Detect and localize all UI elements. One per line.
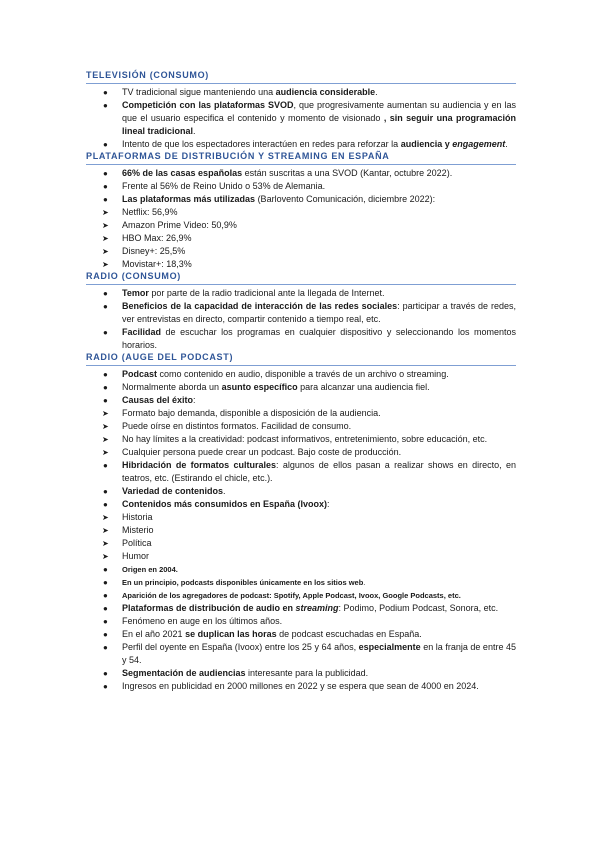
bullet-list-item (86, 381, 516, 394)
bullet-icon: ● (103, 461, 108, 470)
arrow-icon: ➤ (102, 234, 109, 243)
bullet-icon: ● (103, 289, 108, 298)
text-run: Humor (122, 551, 150, 561)
text-run: : participar a través de redes, ver entrevistas en directo, compartir contenido a tiempo real, etc. (122, 301, 516, 324)
arrow-icon: ➤ (102, 448, 109, 457)
text-run: Hibridación de formatos culturales (122, 460, 277, 470)
arrow-list-item (86, 511, 516, 524)
arrow-icon: ➤ (102, 221, 109, 230)
text-run: se duplican las horas (185, 629, 277, 639)
text-run: Misterio (122, 525, 154, 535)
text-run: Amazon Prime Video: 50,9% (122, 220, 237, 230)
bullet-list-item (86, 287, 516, 300)
text-run: Causas del éxito (122, 395, 194, 405)
bullet-list-item (86, 641, 516, 667)
bullet-list-item (86, 193, 516, 206)
bullet-list-item (86, 602, 516, 615)
text-run: especialmente (358, 642, 421, 652)
bullet-list-item (86, 459, 516, 485)
section-list (86, 167, 516, 271)
text-run: HBO Max: 26,9% (122, 233, 192, 243)
text-run: Formato bajo demanda, disponible a disposición de la audiencia. (122, 408, 381, 418)
bullet-icon: ● (103, 140, 108, 149)
text-run: Historia (122, 512, 153, 522)
bullet-list-item (86, 667, 516, 680)
bullet-list-item (86, 680, 516, 693)
text-run: streaming (295, 603, 339, 613)
bullet-icon: ● (103, 101, 108, 110)
bullet-icon: ● (103, 169, 108, 178)
text-run: por parte de la radio tradicional ante la llegada de Internet. (148, 288, 385, 298)
text-run: audiencia y (400, 139, 453, 149)
text-run: Temor (122, 288, 149, 298)
bullet-list-item (86, 86, 516, 99)
text-run: de escuchar los programas en cualquier dispositivo y seleccionando los momentos horarios. (122, 327, 516, 350)
arrow-list-item (86, 537, 516, 550)
arrow-icon: ➤ (102, 552, 109, 561)
text-run: de podcast escuchadas en España. (276, 629, 422, 639)
text-run: Las plataformas más utilizadas (122, 194, 256, 204)
text-run: Competición con las plataformas SVOD (122, 100, 294, 110)
text-run: , sin seguir una programación lineal tradicional (122, 113, 517, 136)
text-run: están suscritas a una SVOD (Kantar, octubre 2022). (242, 168, 453, 178)
text-run: Netflix: 56,9% (122, 207, 178, 217)
text-run: Aparición de los agregadores de podcast: Spotify, Apple Podcast, Ivoox, Google Podcasts, etc. (122, 591, 461, 600)
text-run: Facilidad (122, 327, 162, 337)
text-run: 66% de las casas españolas (122, 168, 243, 178)
arrow-list-item (86, 420, 516, 433)
bullet-list-item (86, 180, 516, 193)
text-run: : algunos de ellos pasan a realizar shows en directo, en teatros, etc. (Estirando el chicle, etc.). (122, 460, 516, 483)
bullet-list-item (86, 589, 516, 602)
arrow-list-item (86, 219, 516, 232)
text-run: Segmentación de audiencias (122, 668, 246, 678)
text-run: Puede oírse en distintos formatos. Facilidad de consumo. (122, 421, 352, 431)
bullet-icon: ● (103, 195, 108, 204)
arrow-list-item (86, 433, 516, 446)
bullet-list-item (86, 167, 516, 180)
text-run: En el año 2021 (122, 629, 186, 639)
arrow-icon: ➤ (102, 526, 109, 535)
bullet-list-item (86, 368, 516, 381)
text-run: TV tradicional sigue manteniendo una (122, 87, 276, 97)
arrow-icon: ➤ (102, 539, 109, 548)
bullet-list-item (86, 300, 516, 326)
text-run: . (375, 87, 378, 97)
arrow-list-item (86, 245, 516, 258)
section-list (86, 287, 516, 352)
bullet-icon: ● (103, 617, 108, 626)
arrow-icon: ➤ (102, 247, 109, 256)
document-page (86, 70, 516, 693)
bullet-list-item (86, 138, 516, 151)
bullet-list-item (86, 628, 516, 641)
bullet-icon: ● (103, 302, 108, 311)
text-run: para alcanzar una audiencia fiel. (297, 382, 430, 392)
arrow-icon: ➤ (102, 422, 109, 431)
text-run: . (223, 486, 226, 496)
bullet-icon: ● (103, 182, 108, 191)
text-run: : Podimo, Podium Podcast, Sonora, etc. (338, 603, 499, 613)
text-run: Disney+: 25,5% (122, 246, 186, 256)
text-run: Beneficios de la capacidad de interacción de las redes sociales (122, 301, 398, 311)
text-run: Política (122, 538, 152, 548)
text-run: Podcast (122, 369, 158, 379)
text-run: Normalmente aborda un (122, 382, 222, 392)
text-run: Plataformas de distribución de audio en (122, 603, 296, 613)
arrow-list-item (86, 407, 516, 420)
text-run: Perfil del oyente en España (Ivoox) entre los 25 y 64 años, (122, 642, 359, 652)
arrow-icon: ➤ (102, 409, 109, 418)
bullet-icon: ● (103, 370, 108, 379)
text-run: como contenido en audio, disponible a través de un archivo o streaming. (157, 369, 449, 379)
arrow-icon: ➤ (102, 435, 109, 444)
text-run: engagement (452, 139, 506, 149)
bullet-list-item (86, 99, 516, 138)
bullet-icon: ● (103, 500, 108, 509)
bullet-list-item (86, 394, 516, 407)
text-run: interesante para la publicidad. (245, 668, 369, 678)
bullet-icon: ● (103, 630, 108, 639)
section-heading: RADIO (CONSUMO) (86, 271, 516, 285)
section-heading: PLATAFORMAS DE DISTRIBUCIÓN Y STREAMING EN ESPAÑA (86, 151, 516, 165)
text-run: En un principio, podcasts disponibles únicamente en los sitios web (122, 578, 364, 587)
bullet-icon: ● (103, 565, 108, 574)
bullet-list-item (86, 563, 516, 576)
text-run: Movistar+: 18,3% (122, 259, 192, 269)
arrow-list-item (86, 524, 516, 537)
bullet-icon: ● (103, 328, 108, 337)
text-run: asunto específico (221, 382, 298, 392)
arrow-icon: ➤ (102, 208, 109, 217)
text-run: Cualquier persona puede crear un podcast. Bajo coste de producción. (122, 447, 402, 457)
text-run: . (193, 126, 196, 136)
section-heading: TELEVISIÓN (CONSUMO) (86, 70, 516, 84)
bullet-icon: ● (103, 682, 108, 691)
text-run: , que progresivamente aumentan su audiencia y en las que el usuario especifica el contenido y momento de visionado (122, 100, 516, 123)
bullet-icon: ● (103, 396, 108, 405)
arrow-icon: ➤ (102, 260, 109, 269)
text-run: . (363, 578, 366, 587)
section-heading: RADIO (AUGE DEL PODCAST) (86, 352, 516, 366)
text-run: : (327, 499, 330, 509)
text-run: Fenómeno en auge en los últimos años. (122, 616, 283, 626)
text-run: . (505, 139, 508, 149)
bullet-icon: ● (103, 643, 108, 652)
bullet-list-item (86, 615, 516, 628)
section-list (86, 368, 516, 693)
text-run: (Barlovento Comunicación, diciembre 2022): (255, 194, 436, 204)
text-run: No hay límites a la creatividad: podcast informativos, entretenimiento, sobre educación, etc. (122, 434, 488, 444)
arrow-list-item (86, 258, 516, 271)
arrow-list-item (86, 206, 516, 219)
bullet-list-item (86, 576, 516, 589)
text-run: Variedad de contenidos (122, 486, 224, 496)
bullet-list-item (86, 498, 516, 511)
text-run: audiencia considerable (275, 87, 376, 97)
text-run: en la franja de entre 45 y 54. (122, 642, 516, 665)
text-run: Origen en 2004. (122, 565, 178, 574)
text-run: Contenidos más consumidos en España (Ivoox) (122, 499, 328, 509)
text-run: Frente al 56% de Reino Unido o 53% de Alemania. (122, 181, 326, 191)
bullet-icon: ● (103, 669, 108, 678)
text-run: Ingresos en publicidad en 2000 millones en 2022 y se espera que sean de 4000 en 2024. (122, 681, 479, 691)
bullet-icon: ● (103, 487, 108, 496)
bullet-icon: ● (103, 604, 108, 613)
bullet-icon: ● (103, 88, 108, 97)
text-run: : (193, 395, 196, 405)
arrow-list-item (86, 232, 516, 245)
arrow-list-item (86, 550, 516, 563)
bullet-icon: ● (103, 591, 108, 600)
arrow-icon: ➤ (102, 513, 109, 522)
text-run: Intento de que los espectadores interactúen en redes para reforzar la (122, 139, 401, 149)
bullet-icon: ● (103, 383, 108, 392)
arrow-list-item (86, 446, 516, 459)
bullet-list-item (86, 485, 516, 498)
bullet-icon: ● (103, 578, 108, 587)
section-list (86, 86, 516, 151)
bullet-list-item (86, 326, 516, 352)
